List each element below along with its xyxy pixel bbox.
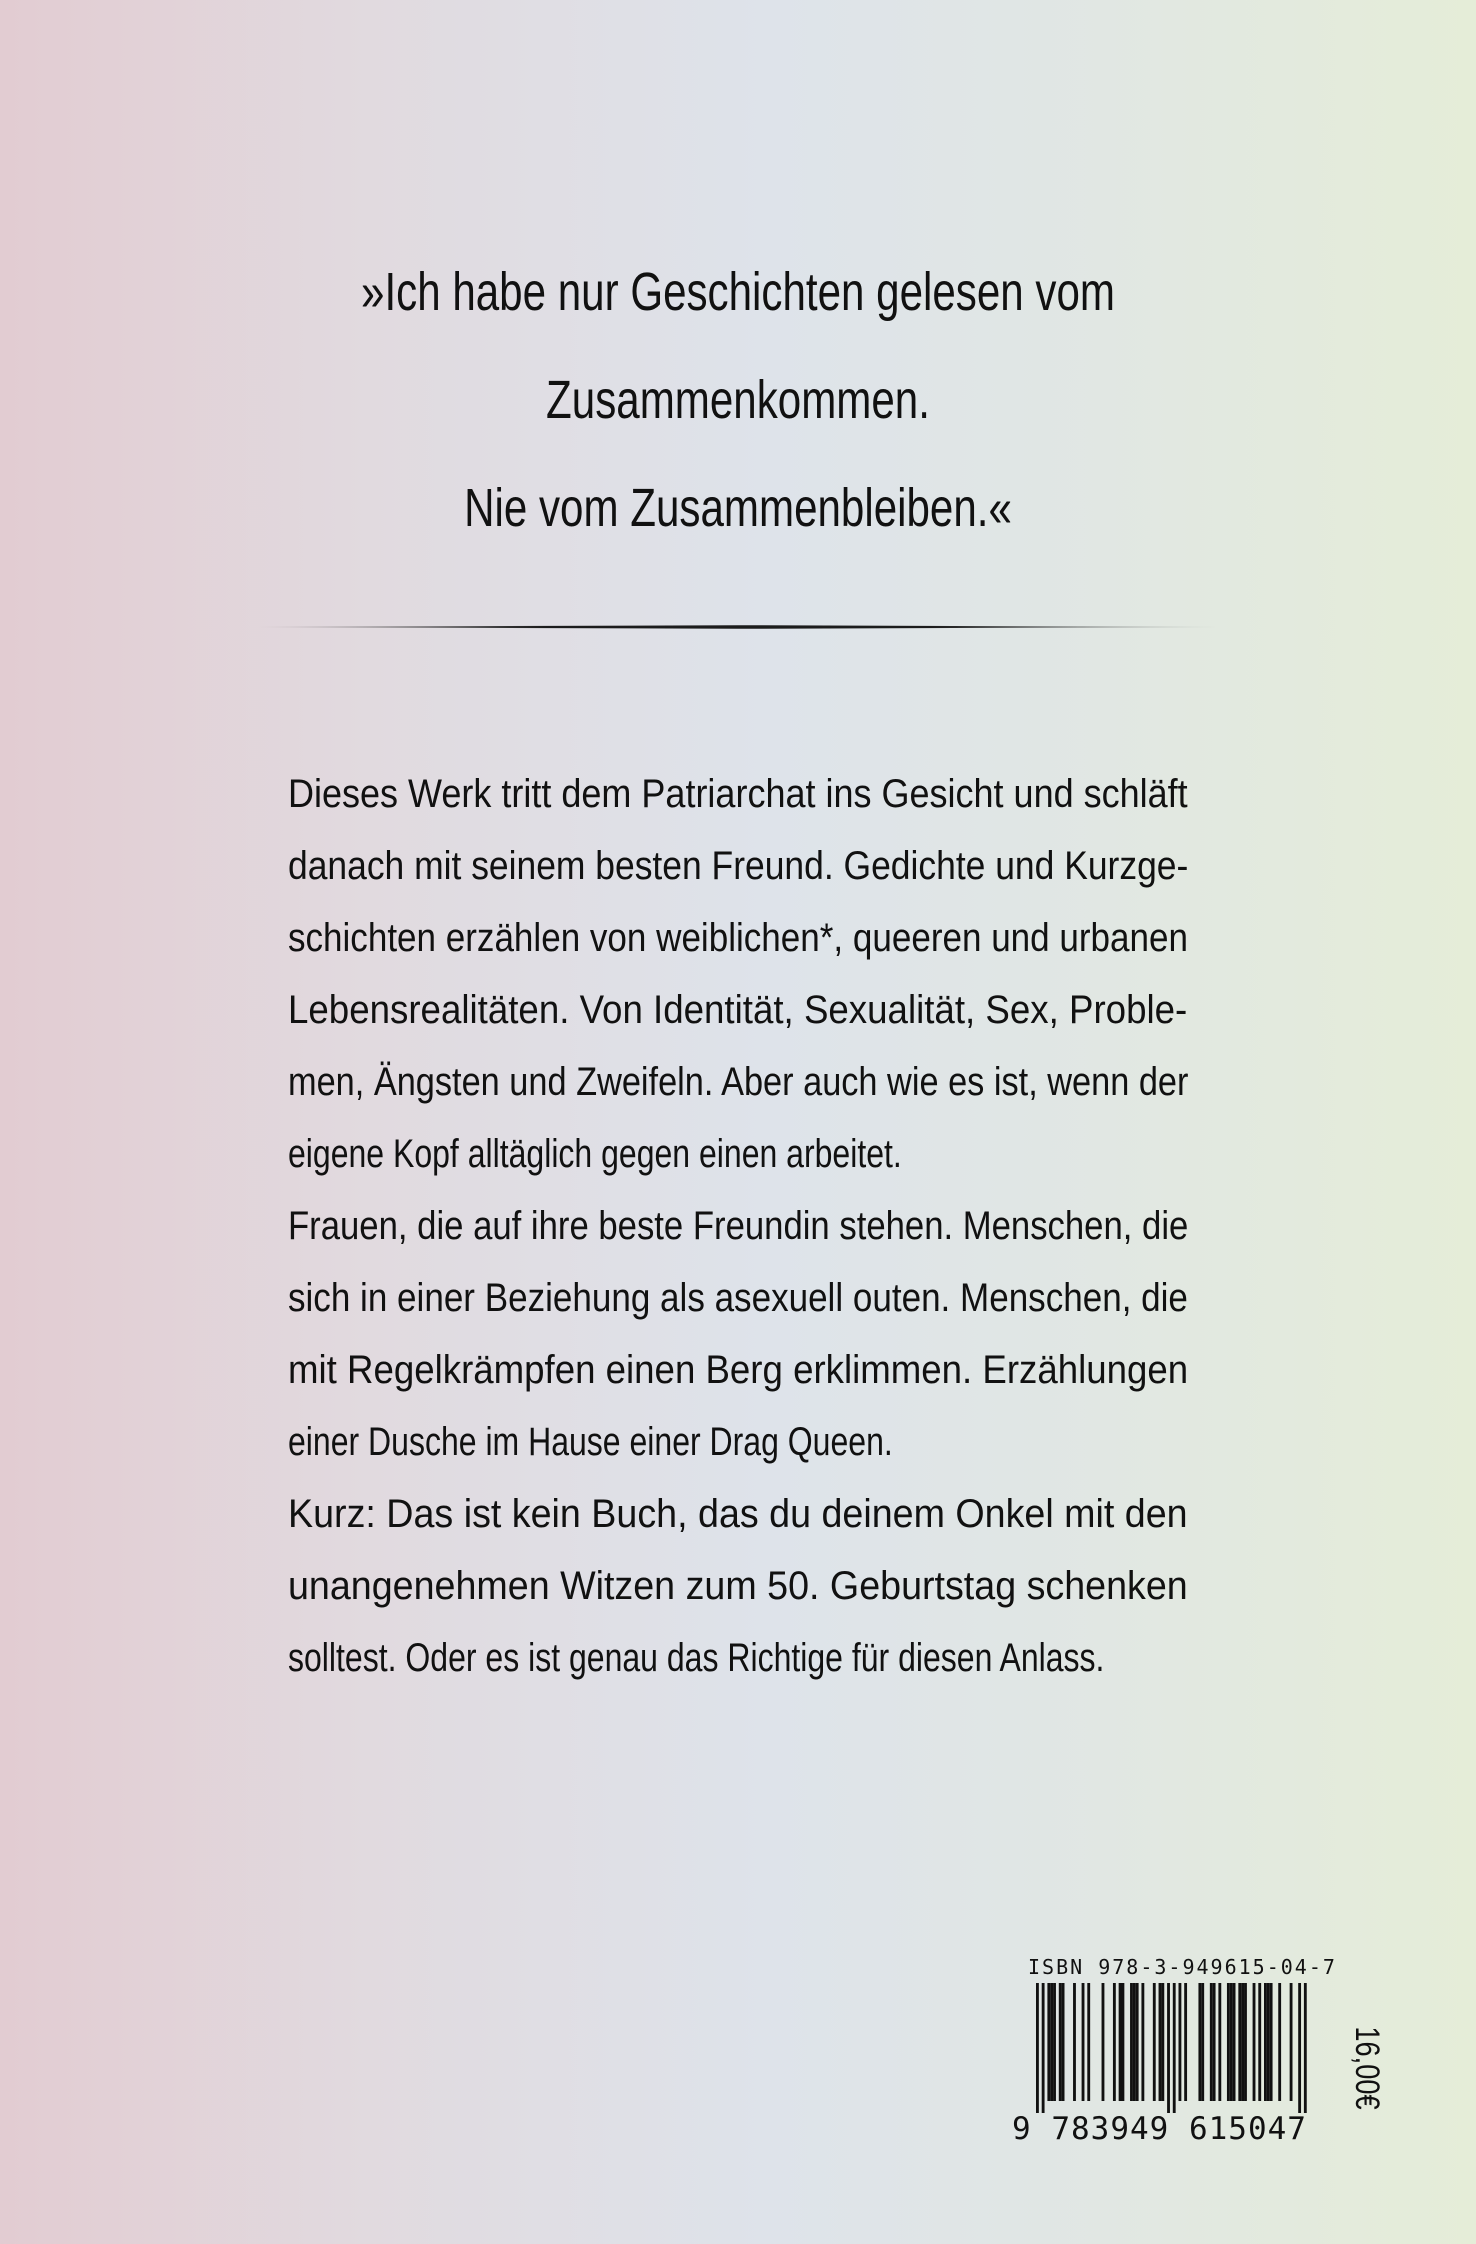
barcode-bar — [1258, 1983, 1261, 2101]
blurb-line: Lebensrealitäten. Von Identität, Sexualität, Sex, Proble- — [288, 988, 1188, 1032]
barcode-bar — [1119, 1983, 1122, 2101]
barcode-bars — [1022, 1983, 1322, 2113]
barcode-bar — [1122, 1983, 1125, 2101]
barcode-bar — [1244, 1983, 1247, 2101]
barcode-bar — [1102, 1983, 1105, 2101]
barcode-bar — [1167, 1983, 1170, 2113]
blurb-line: Dieses Werk tritt dem Patriarchat ins Gesicht und schläft — [288, 772, 1188, 816]
barcode-bar — [1173, 1983, 1176, 2113]
barcode-bar — [1233, 1983, 1236, 2101]
barcode-bar — [1238, 1983, 1241, 2101]
ean-digits: 9 783949 615047 — [1012, 2111, 1307, 2147]
blurb-line: mit Regelkrämpfen einen Berg erklimmen. Erzählungen — [288, 1348, 1189, 1392]
barcode-bar — [1036, 1983, 1039, 2113]
barcode-bar — [1047, 1983, 1050, 2101]
blurb-line: eigene Kopf alltäglich gegen einen arbeitet. — [288, 1132, 902, 1176]
blurb-line: einer Dusche im Hause einer Drag Queen. — [288, 1420, 893, 1464]
barcode-bar — [1184, 1983, 1187, 2101]
barcode-bar — [1227, 1983, 1230, 2101]
barcode-bar — [1253, 1983, 1256, 2101]
barcode-bar — [1141, 1983, 1144, 2101]
blurb-line: solltest. Oder es ist genau das Richtige für diesen Anlass. — [288, 1636, 1105, 1680]
barcode-bar — [1159, 1983, 1162, 2101]
barcode-bar — [1050, 1983, 1053, 2101]
barcode-bar — [1161, 1983, 1164, 2101]
price-label: 16,00€ — [1348, 2026, 1386, 2110]
barcode-bar — [1267, 1983, 1270, 2101]
blurb-line: men, Ängsten und Zweifeln. Aber auch wie es ist, wenn der — [288, 1060, 1189, 1104]
blurb-line: Frauen, die auf ihre beste Freundin stehen. Menschen, die — [288, 1204, 1189, 1248]
barcode-bar — [1053, 1983, 1056, 2101]
barcode-bar — [1179, 1983, 1182, 2101]
barcode-bar — [1042, 1983, 1045, 2113]
barcode-bar — [1218, 1983, 1221, 2101]
barcode-bar — [1298, 1983, 1301, 2113]
barcode-bar — [1130, 1983, 1133, 2101]
blurb-text — [288, 758, 1188, 1694]
barcode-bar — [1153, 1983, 1156, 2101]
isbn-barcode — [1012, 1955, 1337, 2150]
blurb-line: danach mit seinem besten Freund. Gedichte und Kurzge- — [288, 844, 1189, 888]
barcode-bar — [1087, 1983, 1090, 2101]
barcode-bar — [1210, 1983, 1213, 2101]
quote-line-1: »Ich habe nur Geschichten gelesen vom — [361, 262, 1115, 322]
blurb-line: unangenehmen Witzen zum 50. Geburtstag schenken — [288, 1564, 1188, 1608]
barcode-bar — [1073, 1983, 1076, 2101]
barcode-bar — [1241, 1983, 1244, 2101]
barcode-bar — [1113, 1983, 1116, 2101]
barcode-bar — [1230, 1983, 1233, 2101]
barcode-bar — [1213, 1983, 1216, 2101]
barcode-bar — [1062, 1983, 1065, 2101]
quote-line-2: Zusammenkommen. — [546, 370, 930, 430]
cover-quote — [0, 238, 1476, 562]
barcode-bar — [1304, 1983, 1307, 2113]
barcode-bar — [1136, 1983, 1139, 2101]
barcode-bar — [1270, 1983, 1273, 2101]
blurb-line: sich in einer Beziehung als asexuell outen. Menschen, die — [288, 1276, 1188, 1320]
barcode-bar — [1290, 1983, 1293, 2101]
divider-rule — [257, 625, 1219, 629]
quote-line-3: Nie vom Zusammenbleiben.« — [464, 478, 1012, 538]
barcode-bar — [1133, 1983, 1136, 2101]
barcode-bar — [1059, 1983, 1062, 2101]
barcode-bar — [1198, 1983, 1201, 2101]
barcode-bar — [1264, 1983, 1267, 2101]
blurb-line: schichten erzählen von weiblichen*, queeren und urbanen — [288, 916, 1188, 960]
barcode-bar — [1201, 1983, 1204, 2101]
blurb-line: Kurz: Das ist kein Buch, das du deinem Onkel mit den — [288, 1492, 1188, 1536]
isbn-label: ISBN 978-3-949615-04-7 — [1028, 1955, 1337, 1979]
barcode-bar — [1082, 1983, 1085, 2101]
barcode-bar — [1278, 1983, 1281, 2101]
